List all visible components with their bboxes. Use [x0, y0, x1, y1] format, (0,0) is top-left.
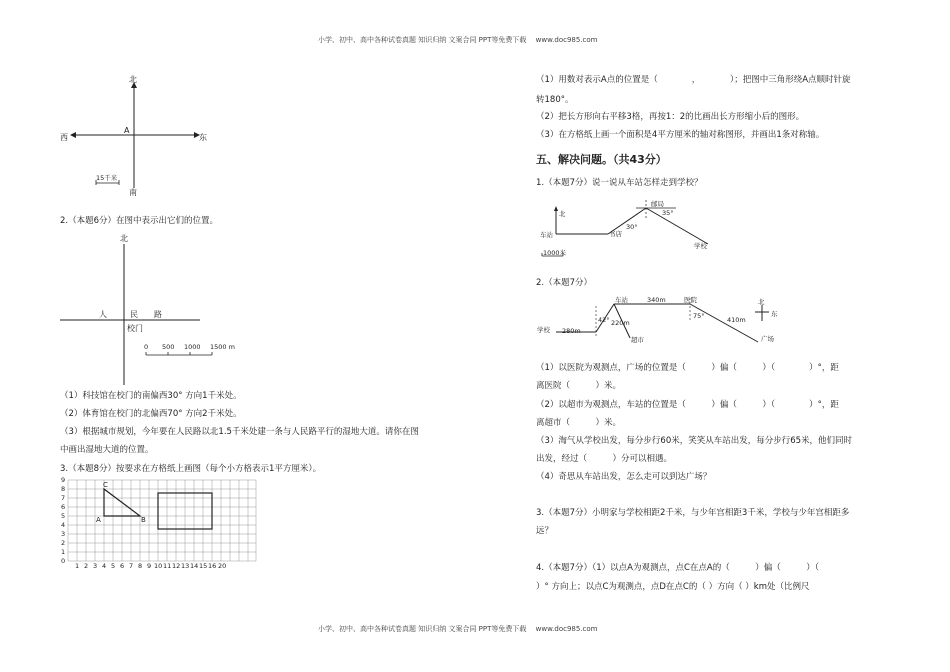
p2-north-label: 北	[758, 298, 765, 306]
p2-dist-340: 340m	[647, 296, 666, 304]
q3-x-4: 4	[102, 562, 107, 570]
q2-scale-1000: 1000	[184, 343, 201, 351]
p2-item-3: （3）淘气从学校出发，每分步行60米，笑笑从车站出发，每分步行65米，他们同时	[536, 436, 853, 446]
q2-scale-0: 0	[144, 343, 149, 351]
p1-angle-35: 35°	[662, 209, 674, 217]
compass-scale-label: 15千米	[96, 174, 118, 182]
q3-title: 3.（本题8分）按要求在方格纸上画图（每个小方格表示1平方厘米）。	[60, 464, 322, 474]
p2-angle-42: 42°	[598, 316, 610, 324]
p2-item-1-cont: 离医院（ ）米。	[536, 381, 622, 391]
q3-right-item-1: （1）用数对表示A点的位置是（ ， ）；把图中三角形绕A点顺时针旋	[536, 75, 851, 85]
q2-item-3-cont: 中画出湿地大道的位置。	[60, 445, 154, 455]
section-5-heading: 五、解决问题。（共43分）	[536, 153, 667, 166]
p2-hospital-label: 医院	[684, 296, 697, 304]
q3-x-7: 7	[129, 562, 134, 570]
p2-station-label: 车站	[615, 296, 628, 304]
p2-item-2: （2）以超市为观测点，车站的位置是（ ）偏（ ）（ ）°，距	[536, 400, 839, 410]
q3-point-c: C	[103, 481, 108, 489]
p2-east-label: 东	[771, 310, 778, 318]
p2-school-label: 学校	[537, 326, 550, 334]
q2-north-label: 北	[120, 234, 128, 243]
p3-line-2: 远？	[536, 526, 554, 536]
p1-title: 1.（本题7分）说一说从车站怎样走到学校？	[536, 178, 703, 188]
q3-x-15: 15	[199, 562, 208, 570]
q3-x-6: 6	[120, 562, 125, 570]
p1-bookstore-label: 书店	[609, 230, 622, 238]
p2-supermarket-label: 超市	[631, 336, 644, 344]
q3-y-3: 3	[61, 530, 66, 538]
compass-north-label: 北	[129, 75, 137, 84]
q3-x-12: 12	[172, 562, 181, 570]
q3-y-9: 9	[61, 476, 66, 484]
p2-item-4: （4）奇思从车站出发，怎么走可以到达广场？	[536, 472, 712, 482]
q3-x-1: 1	[75, 562, 80, 570]
q3-x-14: 14	[190, 562, 199, 570]
q3-right-item-2: （2）把长方形向右平移3格，再按1：2的比画出长方形缩小后的图形。	[536, 112, 805, 122]
q2-gate-label: 校门	[127, 324, 143, 333]
q3-x-3: 3	[93, 562, 98, 570]
q3-x-13: 13	[181, 562, 190, 570]
q3-right-item-3: （3）在方格纸上画一个面积是4平方厘米的轴对称图形，并画出1条对称轴。	[536, 130, 825, 140]
q2-people-label: 人	[99, 310, 107, 319]
q2-scale-500: 500	[162, 343, 175, 351]
q3-y-7: 7	[61, 494, 66, 502]
p1-scale-label: 1000米	[543, 249, 567, 257]
p2-dist-220: 220m	[611, 319, 630, 327]
p1-angle-30: 30°	[626, 223, 638, 231]
q3-y-2: 2	[61, 539, 66, 547]
q3-y-0: 0	[61, 557, 66, 565]
p2-item-3-cont: 出发，经过（ ）分可以相遇。	[536, 454, 673, 464]
q3-x-8: 8	[138, 562, 143, 570]
compass-south-label: 南	[129, 188, 137, 197]
p2-angle-75: 75°	[693, 312, 705, 320]
q2-scale-1500: 1500 m	[210, 343, 235, 351]
q2-item-1: （1）科技馆在校门的南偏西30° 方向1千米处。	[60, 391, 242, 401]
p3-line-1: 3.（本题7分）小明家与学校相距2千米，与少年宫相距3千米，学校与少年宫相距多	[536, 508, 850, 518]
q3-x-16: 16	[208, 562, 217, 570]
q2-min-label: 民	[130, 310, 138, 319]
p2-item-1: （1）以医院为观测点，广场的位置是（ ）偏（ ）（ ）°，距	[536, 363, 839, 373]
q3-x-10: 10	[154, 562, 163, 570]
p2-item-2-cont: 离超市（ ）米。	[536, 418, 622, 428]
p1-school-label: 学校	[694, 242, 707, 250]
q3-right-item-1-cont: 转180°。	[536, 95, 574, 105]
compass-west-label: 西	[60, 133, 68, 142]
q2-item-3: （3）根据城市规划，今年要在人民路以北1.5千米处建一条与人民路平行的湿地大道。请你在图	[60, 427, 419, 437]
q2-item-2: （2）体育馆在校门的北偏西70° 方向2千米处。	[60, 409, 242, 419]
compass-east-label: 东	[199, 133, 207, 142]
p2-dist-280: 280m	[562, 327, 581, 335]
page-footer: 小学、初中、高中各种试卷真题 知识归纳 文案合同 PPT等免费下载 www.doc985.com	[318, 625, 598, 633]
q2-road-label: 路	[154, 310, 162, 319]
q3-x-20: 20	[218, 562, 227, 570]
q3-point-b: B	[141, 516, 146, 524]
q3-y-1: 1	[61, 548, 66, 556]
p4-line-2: ）° 方向上；以点C为观测点，点D在点C的（ ）方向（ ）km处（比例尺	[536, 582, 810, 592]
p2-title: 2.（本题7分）	[536, 278, 593, 288]
q3-y-4: 4	[61, 521, 66, 529]
q3-x-2: 2	[84, 562, 89, 570]
q3-y-8: 8	[61, 485, 66, 493]
page-header: 小学、初中、高中各种试卷真题 知识归纳 文案合同 PPT等免费下载 www.doc985.com	[318, 36, 598, 44]
q3-y-6: 6	[61, 503, 66, 511]
q3-y-5: 5	[61, 512, 66, 520]
q2-title: 2.（本题6分）在图中表示出它们的位置。	[60, 216, 219, 226]
q3-x-11: 11	[163, 562, 172, 570]
p1-station-label: 车站	[540, 231, 553, 239]
compass-point-a: A	[124, 126, 130, 135]
p2-square-label: 广场	[761, 335, 774, 343]
p1-postoffice-label: 邮局	[651, 200, 664, 208]
p2-dist-410: 410m	[727, 316, 746, 324]
q3-x-9: 9	[147, 562, 152, 570]
p4-line-1: 4.（本题7分）（1）以点A为观测点，点C在点A的（ ）偏（ ）（	[536, 563, 819, 573]
q3-x-5: 5	[111, 562, 116, 570]
q3-point-a: A	[96, 516, 101, 524]
p1-north-label: 北	[559, 210, 566, 218]
